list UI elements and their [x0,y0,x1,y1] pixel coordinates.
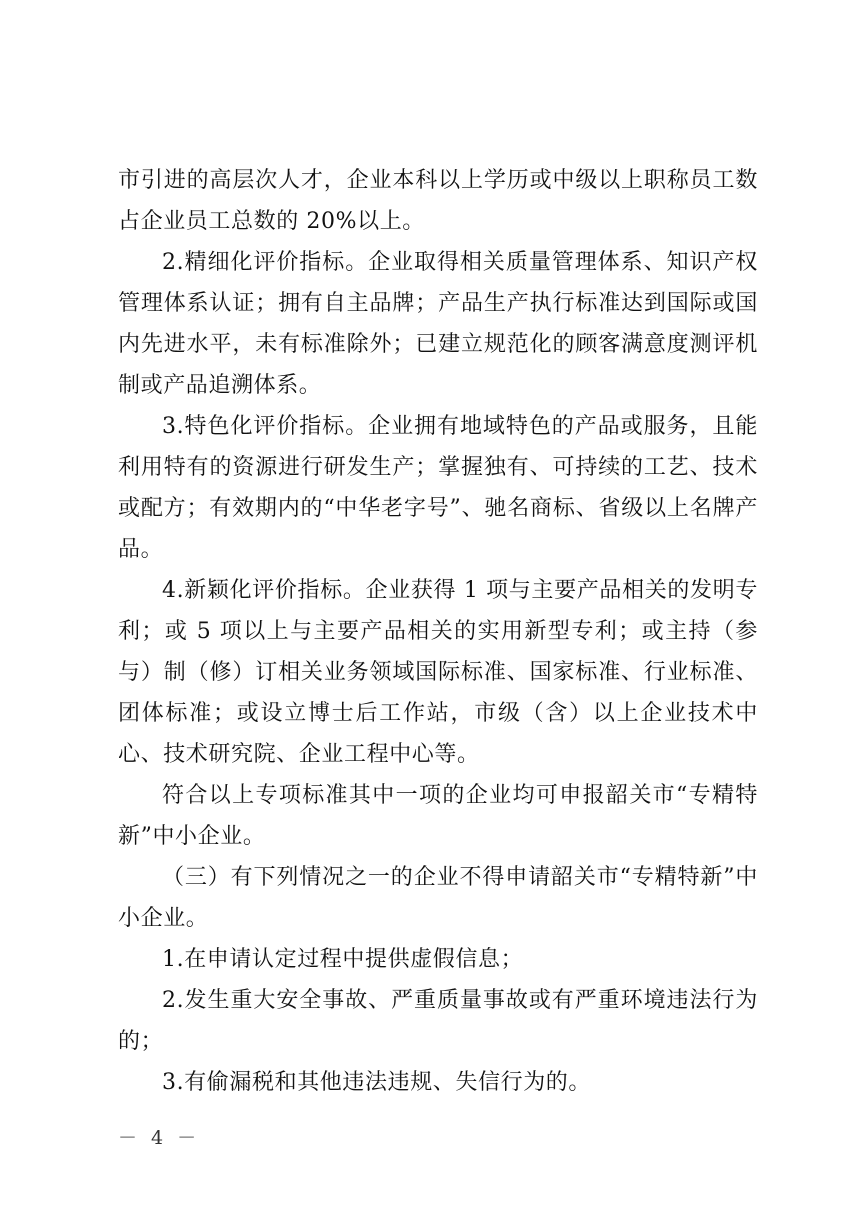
paragraph-item-false-info: 1.在申请认定过程中提供虚假信息； [162,947,524,972]
paragraph-section-three: （三）有下列情况之一的企业不得申请韶关市“专精特新”中小企业。 [118,865,758,931]
paragraph-eligibility-note: 符合以上专项标准其中一项的企业均可申报韶关市“专精特新”中小企业。 [118,783,758,849]
paragraph-item-major-accident: 2.发生重大安全事故、严重质量事故或有严重环境违法行为的； [118,988,758,1054]
paragraph-novelty-indicators: 4.新颖化评价指标。企业获得 1 项与主要产品相关的发明专利；或 5 项以上与主要产品相关的实用新型专利；或主持（参与）制（修）订相关业务领域国际标准、国家标准、行业标准、团体标准；或设立博士后工作站，市级（含）以上企业技术中心、技术研究院、企业工程中心等。 [118,578,758,767]
paragraph-refinement-indicators: 2.精细化评价指标。企业取得相关质量管理体系、知识产权管理体系认证；拥有自主品牌；产品生产执行标准达到国际或国内先进水平，未有标准除外；已建立规范化的顾客满意度测评机制或产品追溯体系。 [118,250,758,398]
page-number: － 4 － [118,1127,201,1149]
paragraph-specialty-indicators: 3.特色化评价指标。企业拥有地域特色的产品或服务，且能利用特有的资源进行研发生产；掌握独有、可持续的工艺、技术或配方；有效期内的“中华老字号”、驰名商标、省级以上名牌产品。 [118,414,758,562]
paragraph-item-tax-evasion: 3.有偷漏税和其他违法违规、失信行为的。 [162,1070,591,1095]
paragraph-continuation: 市引进的高层次人才，企业本科以上学历或中级以上职称员工数占企业员工总数的 20%以上。 [118,168,758,234]
document-body [118,160,758,1103]
